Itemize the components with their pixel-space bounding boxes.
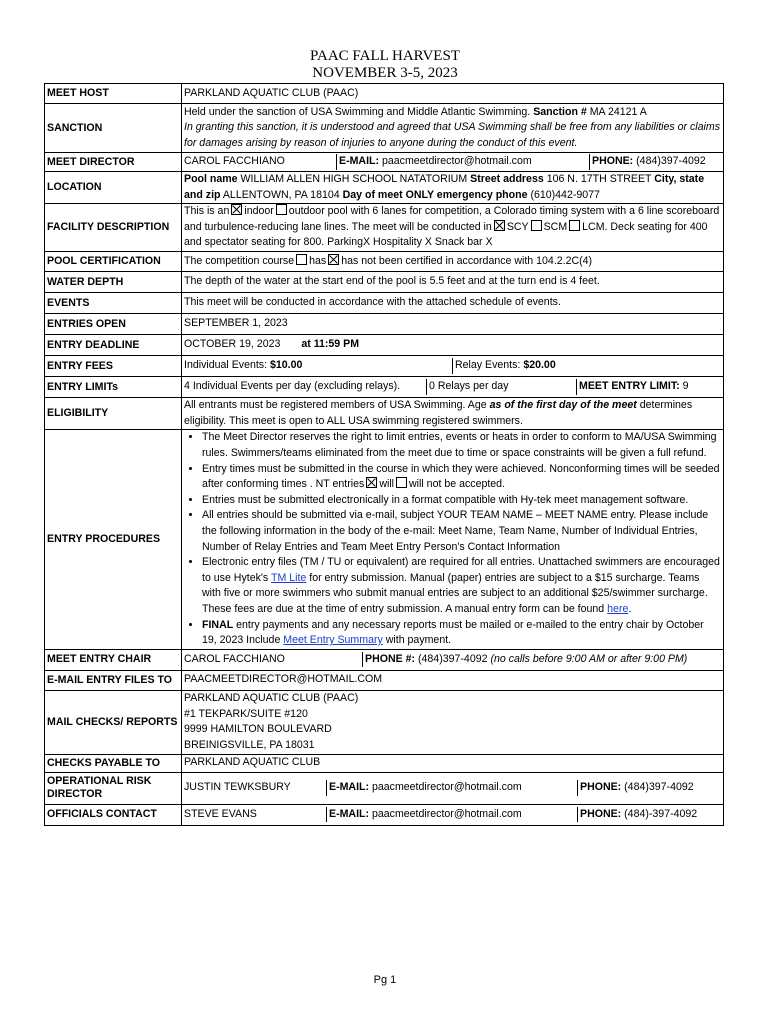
value-location: Pool name WILLIAM ALLEN HIGH SCHOOL NATATORIUM Street address 106 N. 17TH STREET City, state and zip ALLENTOWN, PA 18104 Day of meet ONLY emergency phone (610)442-9077 [182,172,724,204]
officials-phone: PHONE: (484)-397-4092 [580,807,698,820]
list-item: • The Meet Director reserves the right to limit entries, events or heats in order to conform to MA/USA Swimming rules. Swimmers/teams eliminated from the meet due to time or space constraints will be given a full refund. [202,430,721,461]
officials-name: STEVE EVANS [182,807,327,823]
manual-form-link[interactable]: here [607,602,629,615]
label-email-files: E-MAIL ENTRY FILES TO [45,670,182,690]
row-entry-limits [45,377,724,398]
lcm-checkbox[interactable] [569,220,580,231]
label-entry-limits: ENTRY LIMITs [45,377,182,398]
row-eligibility [45,398,724,430]
value-pool-certification: The competition course has has not been certified in accordance with 104.2.2C(4) [182,252,724,272]
row-pool-certification [45,252,724,272]
sanction-number-label: Sanction # [533,105,587,118]
label-mail-checks: MAIL CHECKS/ REPORTS [45,690,182,754]
label-sanction: SANCTION [45,104,182,153]
meet-dates: NOVEMBER 3-5, 2023 [312,65,458,81]
label-meet-host: MEET HOST [45,84,182,104]
entry-chair-name: CAROL FACCHIANO [182,652,363,668]
value-eligibility: All entrants must be registered members of USA Swimming. Age as of the first day of the meet determines eligibility. This meet is open to ALL USA swimming registered swimmers. [182,398,724,430]
label-pool-certification: POOL CERTIFICATION [45,252,182,272]
list-item: • Entries must be submitted electronically in a format compatible with Hy-tek meet management software. [202,493,721,509]
list-item: • All entries should be submitted via e-mail, subject YOUR TEAM NAME – MEET NAME entry. Please include the following information in the body of the e-mail: Meet Name, Team Name, Number of Individual Entries, Number of Relay Entries and Team Meet Entry Person's Contact Information [202,508,721,555]
relay-limit: 0 Relays per day [427,379,577,395]
label-entry-fees: ENTRY FEES [45,356,182,377]
row-facility [45,204,724,252]
row-officials [45,804,724,825]
meet-title: PAAC FALL HARVEST [310,48,460,64]
row-entry-deadline [45,335,724,356]
value-email-files: PAACMEETDIRECTOR@HOTMAIL.COM [182,670,724,690]
row-entry-fees [45,356,724,377]
individual-fee: Individual Events: $10.00 [182,358,453,374]
list-item: • FINAL entry payments and any necessary reports must be mailed or e-mailed to the entry chair by October 19, 2023 Include Meet Entry Summary with payment. [202,618,721,649]
label-entry-deadline: ENTRY DEADLINE [45,335,182,356]
value-checks-payable: PARKLAND AQUATIC CLUB [182,754,724,772]
meet-info-table [44,83,724,826]
label-facility: FACILITY DESCRIPTION [45,204,182,252]
label-entry-chair: MEET ENTRY CHAIR [45,649,182,670]
row-checks-payable [45,754,724,772]
value-entries-open: SEPTEMBER 1, 2023 [182,314,724,335]
meet-entry-limit: MEET ENTRY LIMIT: 9 [579,380,689,393]
row-mail-checks [45,690,724,754]
value-mail-checks: PARKLAND AQUATIC CLUB (PAAC) #1 TEKPARK/SUITE #120 9999 HAMILTON BOULEVARD BREINIGSVILLE, PA 18031 [182,690,724,754]
row-meet-director [45,153,724,172]
value-meet-host: PARKLAND AQUATIC CLUB (PAAC) [182,84,724,104]
indoor-checkbox[interactable] [231,204,242,215]
value-water-depth: The depth of the water at the start end of the pool is 5.5 feet and at the turn end is 4 feet. [182,272,724,293]
sanction-number: MA 24121 A [589,105,647,118]
entry-chair-phone: PHONE #: (484)397-4092 (no calls before 9:00 AM or after 9:00 PM) [365,652,688,665]
has-checkbox[interactable] [296,254,307,265]
row-sanction [45,104,724,153]
risk-director-email: E-MAIL: paacmeetdirector@hotmail.com [327,780,578,796]
director-name: CAROL FACCHIANO [182,154,337,170]
relay-fee: Relay Events: $20.00 [455,359,556,372]
meet-entry-summary-link[interactable]: Meet Entry Summary [283,634,383,647]
nt-will-not-checkbox[interactable] [396,477,407,488]
sanction-text: Held under the sanction of USA Swimming and Middle Atlantic Swimming. [184,105,531,118]
label-water-depth: WATER DEPTH [45,272,182,293]
tm-lite-link[interactable]: TM Lite [270,571,307,584]
list-item: • Electronic entry files (TM / TU or equivalent) are required for all entries. Unattached swimmers are encouraged to use Hytek's TM Lite for entry submission. Manual (paper) entries are subject to a $15 surcharge. Teams with five or more swimmers who submit manual entries are subject to an additional $25/swimmer surcharge. These fees are due at the time of entry submission. A manual entry form can be found here. [202,555,721,617]
procedures-list [184,430,721,648]
value-facility: This is an indoor outdoor pool with 6 lanes for competition, a Colorado timing system with a 6 line scoreboard and turbulence-reducing lane lines. The meet will be conducted in SCY SCM LCM. Deck seating for 400 and spectator seating for 800. ParkingX Hospitality X Snack bar X [182,204,724,252]
risk-director-phone: PHONE: (484)397-4092 [580,781,694,794]
value-sanction [182,104,724,153]
row-events [45,293,724,314]
officials-email: E-MAIL: paacmeetdirector@hotmail.com [327,807,578,823]
has-not-checkbox[interactable] [328,254,339,265]
risk-director-name: JUSTIN TEWKSBURY [182,780,327,796]
value-entry-deadline: OCTOBER 19, 2023 at 11:59 PM [182,335,724,356]
label-checks-payable: CHECKS PAYABLE TO [45,754,182,772]
row-water-depth [45,272,724,293]
label-events: EVENTS [45,293,182,314]
row-entry-procedures [45,430,724,649]
value-entry-procedures [182,430,724,649]
row-location [45,172,724,204]
label-risk-director: OPERATIONAL RISK DIRECTOR [45,772,182,804]
row-email-files [45,670,724,690]
scm-checkbox[interactable] [531,220,542,231]
value-events: This meet will be conducted in accordance with the attached schedule of events. [182,293,724,314]
label-officials: OFFICIALS CONTACT [45,804,182,825]
row-risk-director [45,772,724,804]
individual-limit: 4 Individual Events per day (excluding relays). [182,379,427,395]
page-number: Pg 1 [373,974,397,986]
list-item: • Entry times must be submitted in the course in which they were achieved. Nonconforming times will be seeded after conforming times . NT entries will will not be accepted. [202,462,721,493]
label-entry-procedures: ENTRY PROCEDURES [45,430,182,649]
scy-checkbox[interactable] [494,220,505,231]
sanction-disclaimer: In granting this sanction, it is understood and agreed that USA Swimming shall be free from any liabilities or claims for damages arising by reason of injuries to anyone during the conduct of this event. [184,121,721,149]
nt-will-checkbox[interactable] [366,477,377,488]
row-entry-chair [45,649,724,670]
director-phone: PHONE: (484)397-4092 [592,155,706,168]
director-email: E-MAIL: paacmeetdirector@hotmail.com [337,154,590,170]
label-eligibility: ELIGIBILITY [45,398,182,430]
row-meet-host [45,84,724,104]
label-location: LOCATION [45,172,182,204]
label-entries-open: ENTRIES OPEN [45,314,182,335]
outdoor-checkbox[interactable] [276,204,287,215]
row-entries-open [45,314,724,335]
label-meet-director: MEET DIRECTOR [45,153,182,172]
